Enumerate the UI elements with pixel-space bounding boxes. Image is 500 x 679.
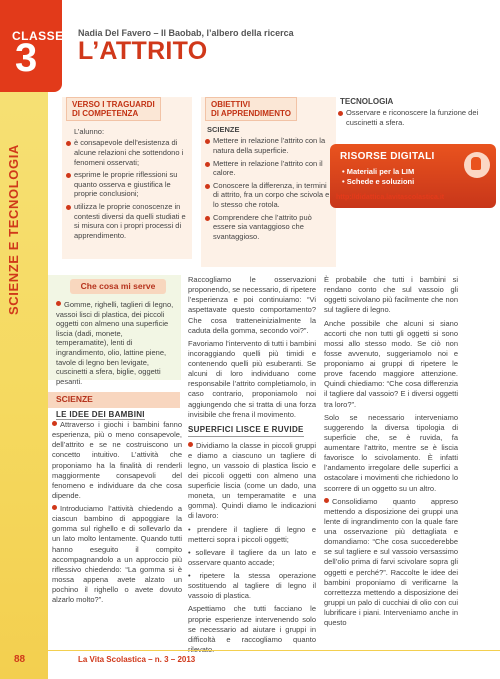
traguardi-heading <box>66 97 161 121</box>
paragraph: • sollevare il tagliere da un lato e osservare quanto accade; <box>188 547 316 567</box>
list-item: esprime le proprie riflessioni su quanto osserva e giustifica le proprie conclusioni; <box>64 170 186 199</box>
text-column-3 <box>324 275 458 631</box>
list-item: utilizza le proprie conoscenze in contesti diversi da quelli studiati e si misura con i propri processi di apprendimento. <box>64 202 186 240</box>
paragraph: • ripetere la stessa operazione sostituendo al tagliere di legno il vassoio di plastica. <box>188 571 316 601</box>
tecnologia-box <box>336 97 496 130</box>
bullet-icon <box>56 301 61 306</box>
text-column-2 <box>188 275 316 658</box>
footer-divider <box>48 650 500 651</box>
class-number: 3 <box>15 36 38 80</box>
materials-heading: Che cosa mi serve <box>70 279 166 294</box>
side-band <box>0 0 48 679</box>
paragraph: È probabile che tutti i bambini si rendano conto che sul vassoio gli oggetti scivolano più facilmente che non sul tagliere di legno. <box>324 275 458 315</box>
traguardi-box <box>62 97 192 259</box>
page-title: L’ATTRITO <box>78 37 208 65</box>
bullet-icon <box>52 505 57 510</box>
materials-text <box>56 300 177 386</box>
traguardi-heading-line1: VERSO I TRAGUARDI <box>72 100 155 109</box>
superfici-heading: SUPERFICI LISCE E RUVIDE <box>188 425 304 437</box>
paragraph: Raccogliamo le osservazioni proponendo, se necessario, di ripetere l’esperienza e poi continuiamo: “Vi aspettavate questo comportamento? Che cosa tratteneinizialmente la caduta della gomma, secondo voi?”. <box>188 275 316 335</box>
obiettivi-heading-line1: OBIETTIVI <box>211 100 251 109</box>
subject-vertical-title: SCIENZE E TECNOLOGIA <box>6 144 21 315</box>
materials-box <box>48 275 181 386</box>
risorse-title: RISORSE DIGITALI <box>340 151 435 162</box>
traguardi-lead: L’alunno: <box>74 127 105 137</box>
obiettivi-subheading: SCIENZE <box>207 125 240 135</box>
page-number: 88 <box>14 654 26 665</box>
tecnologia-list <box>336 108 496 127</box>
idee-bambini-heading: LE IDEE DEI BAMBINI <box>56 410 145 419</box>
paragraph: Anche possibile che alcuni si siano accorti che non tutti gli oggetti si sono mossi allo stesso modo. Se ciò non fosse avvenuto, suggeriamolo noi e proponiamo ai gruppi di ripetere le prove facendo maggiore attenzione. Quindi chiediamo: “Che cosa differenzia il tagliere dal vassoio? E i diversi oggetti tra loro?”. <box>324 318 458 409</box>
list-item: Comprendere che l’attrito può essere sia vantaggioso che svantaggioso. <box>203 213 330 242</box>
traguardi-list <box>62 138 192 240</box>
class-tab <box>0 0 62 92</box>
list-item: Osservare e riconoscere la funzione dei cuscinetti a sfera. <box>336 108 496 127</box>
bullet-icon <box>188 442 193 447</box>
text-column-1 <box>52 420 182 608</box>
class-label: CLASSE <box>12 29 64 43</box>
obiettivi-list <box>201 136 336 241</box>
risorse-link[interactable]: http://didattica.lavitascolastica.it <box>336 194 445 201</box>
paragraph: Attraverso i giochi i bambini fanno esperienza, più o meno consapevole, dell’attrito e se ne costruiscono un concetto intuitivo. L’attività che proponiamo ha la finalità di renderli maggiormente consapevoli del fenomeno e individuare da che cosa dipende. <box>52 420 182 500</box>
traguardi-heading-line2: DI COMPETENZA <box>72 109 139 119</box>
publication-footer: La Vita Scolastica – n. 3 – 2013 <box>78 655 196 664</box>
materials-list: Gomme, righelli, taglieri di legno, vassoi lisci di plastica, dei piccoli oggetti con almeno una superficie liscia (dadi, monete, temperamatite), lenti di ingrandimento, olio, lattine piene, tavole di legno ben levigate, cuscinetti a sfera, biglie, oggetti pesanti. <box>56 300 174 386</box>
risorse-item: • Schede e soluzioni <box>342 177 415 186</box>
tecnologia-heading: TECNOLOGIA <box>340 97 394 106</box>
list-item: Mettere in relazione l’attrito con la natura della superficie. <box>203 136 330 155</box>
authors: Nadia Del Favero – Il Baobab, l’albero della ricerca <box>78 28 294 38</box>
paragraph: • prendere il tagliere di legno e metterci sopra i piccoli oggetti; <box>188 524 316 544</box>
paragraph: Consolidiamo quanto appreso mettendo a disposizione dei gruppi una lente di ingrandimento con la quale fare una osservazione più dettagliata e domandiamo: “Che cosa succederebbe se sul tagliere e sul vassoio versassimo dell’olio prima di farvi scivolare sopra gli oggetti e perché?”. Raccolte le idee dei bambini proponiamo di verificarne la correttezza mettendo a disposizione dei gruppi un palo di cucchiai di olio con cui lubrificare i piani. Interveniamo anche in questo <box>324 496 458 628</box>
scienze-label: SCIENZE <box>56 394 93 404</box>
risorse-item: • Materiali per la LIM <box>342 167 415 176</box>
paragraph: Dividiamo la classe in piccoli gruppi e diamo a ciascuno un tagliere di legno, un vassoio di plastica liscio e dei piccoli oggetti con almeno una superficie liscia (come un dado, una moneta, un temperamatite e una gomma). Quindi diamo le indicazioni di lavoro: <box>188 440 316 521</box>
bullet-icon <box>52 421 57 426</box>
obiettivi-heading-line2: DI APPRENDIMENTO <box>211 109 292 119</box>
paragraph: Aspettiamo che tutti facciano le proprie esperienze intervenendo solo se necessario ad aiutare i gruppi in difficoltà e raccogliamo quanto <box>188 604 316 644</box>
paragraph: Solo se necessario interveniamo suggerendo la diversa tipologia di superficie che, se è ruvida, fa aumentare l’attrito, mentre se è liscia favorisce lo scivolamento. È infatti l’andamento irregolare delle superfici a ostacolare i movimenti che richiedono lo scorrere di un oggetto su un altro. <box>324 412 458 493</box>
list-item: Mettere in relazione l’attrito con il calore. <box>203 159 330 178</box>
list-item: è consapevole dell’esistenza di alcune relazioni che sottendono i fenomeni osservati; <box>64 138 186 167</box>
scienze-section-bar <box>48 392 180 408</box>
paragraph: Favoriamo l’intervento di tutti i bambini incoraggiando quelli più timidi e contenendo quelli più esuberanti. Se alcuni di loro individuano come responsabile l’attrito completiamolo, in caso contrario, proponiamolo noi aggiungendo che si tratta di una forza invisibile che frena il movimento. <box>188 338 316 419</box>
bullet-icon <box>324 498 329 503</box>
obiettivi-heading <box>205 97 297 121</box>
hand-pointer-icon <box>464 152 490 178</box>
paragraph: Introduciamo l’attività chiedendo a ciascun bambino di appoggiare la gomma sul righello e di sollevarlo da un lato molto lentamente. Quando tutti hanno eseguito il compito accompagnandolo a un approccio più riflessivo chiedendo: “La gomma si è mossa appena avete alzato un pochino il righello o avete dovuto alzarlo molto?”. <box>52 504 182 605</box>
list-item: Conoscere la differenza, in termini di attrito, fra un corpo che scivola e lo stesso che rotola. <box>203 181 330 210</box>
obiettivi-box <box>201 97 336 267</box>
